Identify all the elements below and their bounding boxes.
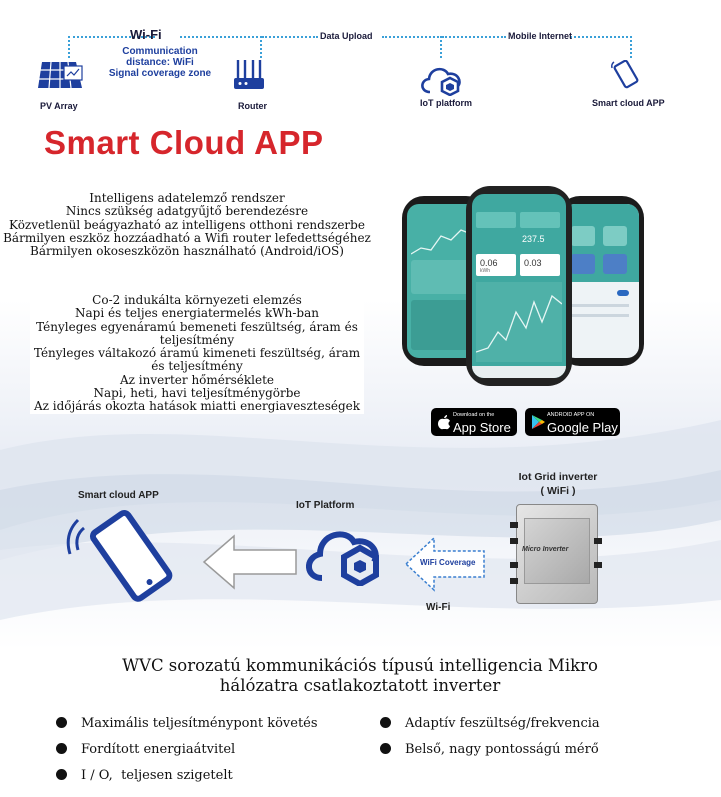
- app-store-small-text: Download on the: [453, 412, 495, 418]
- big-cloud-icon: [300, 520, 390, 586]
- router-label: Router: [238, 101, 267, 111]
- connector-router-upload: [262, 36, 318, 38]
- google-play-icon: [531, 414, 545, 430]
- bullet-item: [56, 768, 233, 783]
- inverter-label-line2: ( WiFi ): [540, 485, 576, 497]
- product-title: [60, 656, 660, 696]
- features-group-2: [30, 294, 364, 414]
- bullet-dot: [380, 743, 391, 754]
- comm-line-2: distance: WiFi: [126, 57, 194, 68]
- iot-platform-label: IoT platform: [420, 98, 472, 108]
- bullet-text: Belső, nagy pontosságú mérő: [405, 742, 599, 757]
- pv-array-label: PV Array: [40, 101, 78, 111]
- solar-panel-icon: [36, 58, 84, 92]
- bullet-dot: [380, 717, 391, 728]
- data-upload-label: Data Upload: [320, 31, 373, 41]
- bullet-text: Fordított energiaátvitel: [81, 742, 236, 757]
- app-store-big-text: App Store: [453, 420, 511, 435]
- feature-line: Intelligens adatelemző rendszer: [89, 191, 285, 205]
- product-title-line2: hálózatra csatlakoztatott inverter: [219, 676, 501, 695]
- screen-value-2: 0.03: [524, 258, 542, 268]
- bullet-text: I / O, teljesen szigetelt: [81, 768, 233, 783]
- feature-line: Bármilyen eszköz hozzáadható a Wifi router lefedettségéhez: [3, 230, 371, 245]
- diagram-app-label: Smart cloud APP: [78, 490, 159, 501]
- cloud-icon: [418, 62, 466, 96]
- google-play-button[interactable]: [525, 408, 620, 436]
- arrow-left-icon: [200, 532, 300, 592]
- bullet-dot: [56, 717, 67, 728]
- big-smartphone-icon: [66, 506, 186, 606]
- comm-line-3: Signal coverage zone: [108, 68, 212, 79]
- product-title-line1: WVC sorozatú kommunikációs típusú intelligencia Mikro: [122, 656, 598, 675]
- comm-distance-text: [100, 46, 220, 79]
- app-store-button[interactable]: [431, 408, 517, 436]
- feature-line: Co-2 indukálta környezeti elemzés: [92, 293, 302, 307]
- inverter-text: Micro Inverter: [522, 546, 569, 553]
- apple-icon: [437, 414, 451, 430]
- connector-iot-mobile: [442, 36, 506, 38]
- feature-line: teljesítmény: [159, 332, 235, 347]
- phone-center: [466, 186, 572, 386]
- screen-unit: kWh: [480, 268, 490, 274]
- feature-line: Tényleges váltakozó áramú kimeneti feszültség, áram: [33, 346, 361, 361]
- micro-inverter-image: [510, 498, 602, 612]
- comm-line-1: Communication: [122, 46, 198, 57]
- feature-line: Napi, heti, havi teljesítménygörbe: [93, 386, 301, 401]
- diagram-inverter-label: [498, 470, 618, 498]
- feature-line: Napi és teljes energiatermelés kWh-ban: [75, 306, 319, 321]
- screen-value-3: 237.5: [522, 234, 545, 244]
- feature-line: Az inverter hőmérséklete: [119, 372, 275, 387]
- diagram-wifi-label: Wi-Fi: [426, 602, 451, 613]
- router-icon: [232, 58, 266, 94]
- bullet-item: [56, 716, 318, 731]
- bullet-item: [56, 742, 235, 757]
- features-group-1: [2, 192, 372, 258]
- bullet-item: [380, 716, 600, 731]
- wifi-coverage-label: WiFi Coverage: [420, 558, 476, 567]
- feature-line: és teljesítmény: [151, 359, 243, 374]
- phone-center-screen: [472, 194, 566, 378]
- google-play-small-text: ANDROID APP ON: [547, 412, 595, 418]
- bullet-item: [380, 742, 599, 757]
- feature-line: Tényleges egyenáramú bemeneti feszültség, áram és: [36, 319, 358, 334]
- connector-upload-iot: [382, 36, 442, 58]
- bullet-dot: [56, 743, 67, 754]
- wifi-label: Wi-Fi: [130, 27, 162, 42]
- connector-mobile-app: [570, 36, 632, 58]
- smart-cloud-app-label: Smart cloud APP: [592, 98, 665, 108]
- feature-line: Bármilyen okoseszközön használható (Android/iOS): [30, 244, 344, 259]
- bullet-text: Adaptív feszültség/frekvencia: [405, 716, 600, 731]
- inverter-label-line1: Iot Grid inverter: [518, 471, 598, 483]
- bullet-dot: [56, 769, 67, 780]
- feature-line: Közvetlenül beágyazható az intelligens otthoni rendszerbe: [9, 217, 365, 232]
- screen-value-1: 0.06: [480, 258, 498, 268]
- page-title: Smart Cloud APP: [44, 124, 324, 161]
- mobile-internet-label: Mobile Internet: [508, 31, 573, 41]
- google-play-big-text: Google Play: [547, 420, 618, 435]
- phone-right-screen: [563, 204, 639, 358]
- feature-line: Nincs szükség adatgyűjtő berendezésre: [65, 204, 309, 219]
- smartphone-icon: [610, 60, 640, 92]
- diagram-iot-label: IoT Platform: [296, 500, 355, 511]
- feature-line: Az időjárás okozta hatások miatti energiaveszteségek: [33, 399, 361, 414]
- bullet-text: Maximális teljesítménypont követés: [81, 716, 318, 731]
